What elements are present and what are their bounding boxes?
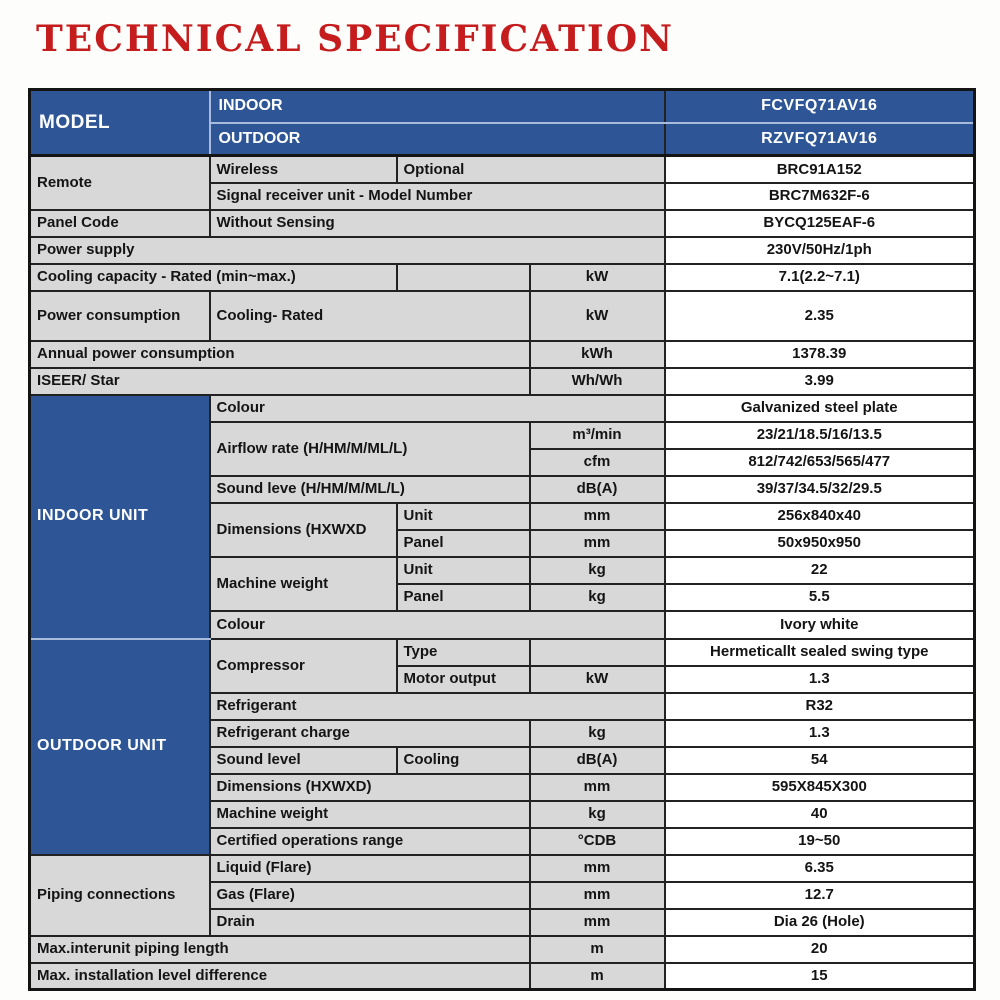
piping-liquid-value: 6.35: [665, 855, 975, 882]
outdoor-sound-value: 54: [665, 747, 975, 774]
indoor-colour-label: Colour: [210, 395, 665, 422]
compressor-label: Compressor: [210, 639, 397, 693]
max-piping-length-label: Max.interunit piping length: [30, 936, 530, 963]
outdoor-weight-unit: kg: [530, 801, 665, 828]
airflow-value-m3: 23/21/18.5/16/13.5: [665, 422, 975, 449]
max-piping-length-value: 20: [665, 936, 975, 963]
annual-power-unit: kWh: [530, 341, 665, 368]
indoor-row-label: INDOOR: [210, 90, 665, 123]
outdoor-dimensions-unit: mm: [530, 774, 665, 801]
signal-receiver-value: BRC7M632F-6: [665, 183, 975, 210]
empty-cell: [397, 264, 530, 291]
compressor-type-label: Type: [397, 639, 530, 666]
piping-gas-value: 12.7: [665, 882, 975, 909]
cooling-capacity-value: 7.1(2.2~7.1): [665, 264, 975, 291]
outdoor-dimensions-value: 595X845X300: [665, 774, 975, 801]
outdoor-sound-label: Sound level: [210, 747, 397, 774]
power-consumption-sub-label: Cooling- Rated: [210, 291, 530, 341]
airflow-rate-label: Airflow rate (H/HM/M/ML/L): [210, 422, 530, 476]
remote-wireless-type: Optional: [397, 156, 665, 183]
panel-code-value: BYCQ125EAF-6: [665, 210, 975, 237]
refrigerant-charge-unit: kg: [530, 720, 665, 747]
cooling-capacity-unit: kW: [530, 264, 665, 291]
airflow-unit-m3: m³/min: [530, 422, 665, 449]
outdoor-row-label: OUTDOOR: [210, 123, 665, 156]
refrigerant-charge-value: 1.3: [665, 720, 975, 747]
indoor-weight-panel-row-unit: kg: [530, 584, 665, 611]
annual-power-value: 1378.39: [665, 341, 975, 368]
page-title: TECHNICAL SPECIFICATION: [36, 18, 674, 60]
indoor-sound-unit: dB(A): [530, 476, 665, 503]
indoor-weight-unit-row-unit: kg: [530, 557, 665, 584]
indoor-sound-label: Sound leve (H/HM/M/ML/L): [210, 476, 530, 503]
iseer-unit: Wh/Wh: [530, 368, 665, 395]
indoor-dimensions-panel-row-unit: mm: [530, 530, 665, 557]
power-consumption-value: 2.35: [665, 291, 975, 341]
refrigerant-charge-label: Refrigerant charge: [210, 720, 530, 747]
max-level-difference-label: Max. installation level difference: [30, 963, 530, 990]
max-level-difference-value: 15: [665, 963, 975, 990]
iseer-value: 3.99: [665, 368, 975, 395]
indoor-weight-unit-row-label: Unit: [397, 557, 530, 584]
compressor-type-value: Hermeticallt sealed swing type: [665, 639, 975, 666]
airflow-unit-cfm: cfm: [530, 449, 665, 476]
indoor-dimensions-unit-row-value: 256x840x40: [665, 503, 975, 530]
max-level-difference-unit: m: [530, 963, 665, 990]
annual-power-label: Annual power consumption: [30, 341, 530, 368]
panel-code-label: Panel Code: [30, 210, 210, 237]
indoor-weight-panel-row-value: 5.5: [665, 584, 975, 611]
indoor-dimensions-unit-row-unit: mm: [530, 503, 665, 530]
remote-label: Remote: [30, 156, 210, 210]
cooling-capacity-label: Cooling capacity - Rated (min~max.): [30, 264, 397, 291]
refrigerant-value: R32: [665, 693, 975, 720]
empty-unit-cell: [530, 639, 665, 666]
indoor-dimensions-panel-row-label: Panel: [397, 530, 530, 557]
motor-output-value: 1.3: [665, 666, 975, 693]
panel-code-type: Without Sensing: [210, 210, 665, 237]
piping-liquid-unit: mm: [530, 855, 665, 882]
piping-drain-label: Drain: [210, 909, 530, 936]
remote-wireless-value: BRC91A152: [665, 156, 975, 183]
power-consumption-label: Power consumption: [30, 291, 210, 341]
outdoor-dimensions-label: Dimensions (HXWXD): [210, 774, 530, 801]
airflow-value-cfm: 812/742/653/565/477: [665, 449, 975, 476]
refrigerant-label: Refrigerant: [210, 693, 665, 720]
indoor-weight-unit-row-value: 22: [665, 557, 975, 584]
indoor-weight-label: Machine weight: [210, 557, 397, 611]
specification-table: [28, 88, 976, 991]
power-supply-value: 230V/50Hz/1ph: [665, 237, 975, 264]
power-consumption-unit: kW: [530, 291, 665, 341]
piping-gas-unit: mm: [530, 882, 665, 909]
model-header-cell: MODEL: [30, 90, 210, 156]
piping-drain-unit: mm: [530, 909, 665, 936]
indoor-dimensions-label: Dimensions (HXWXD: [210, 503, 397, 557]
motor-output-label: Motor output: [397, 666, 530, 693]
piping-gas-label: Gas (Flare): [210, 882, 530, 909]
outdoor-unit-section-cell: OUTDOOR UNIT: [30, 639, 210, 855]
outdoor-colour-value: Ivory white: [665, 611, 975, 639]
iseer-label: ISEER/ Star: [30, 368, 530, 395]
remote-wireless-label: Wireless: [210, 156, 397, 183]
operation-range-label: Certified operations range: [210, 828, 530, 855]
power-supply-label: Power supply: [30, 237, 665, 264]
indoor-dimensions-panel-row-value: 50x950x950: [665, 530, 975, 557]
indoor-sound-value: 39/37/34.5/32/29.5: [665, 476, 975, 503]
signal-receiver-label: Signal receiver unit - Model Number: [210, 183, 665, 210]
piping-liquid-label: Liquid (Flare): [210, 855, 530, 882]
outdoor-model-value: RZVFQ71AV16: [665, 123, 975, 156]
indoor-unit-section-cell: INDOOR UNIT: [30, 395, 210, 639]
indoor-colour-value: Galvanized steel plate: [665, 395, 975, 422]
operation-range-value: 19~50: [665, 828, 975, 855]
outdoor-weight-label: Machine weight: [210, 801, 530, 828]
outdoor-weight-value: 40: [665, 801, 975, 828]
indoor-weight-panel-row-label: Panel: [397, 584, 530, 611]
outdoor-sound-unit: dB(A): [530, 747, 665, 774]
piping-drain-value: Dia 26 (Hole): [665, 909, 975, 936]
outdoor-sound-mode: Cooling: [397, 747, 530, 774]
motor-output-unit: kW: [530, 666, 665, 693]
operation-range-unit: °CDB: [530, 828, 665, 855]
indoor-dimensions-unit-row-label: Unit: [397, 503, 530, 530]
outdoor-colour-label: Colour: [210, 611, 665, 639]
indoor-model-value: FCVFQ71AV16: [665, 90, 975, 123]
piping-connections-label: Piping connections: [30, 855, 210, 936]
max-piping-length-unit: m: [530, 936, 665, 963]
